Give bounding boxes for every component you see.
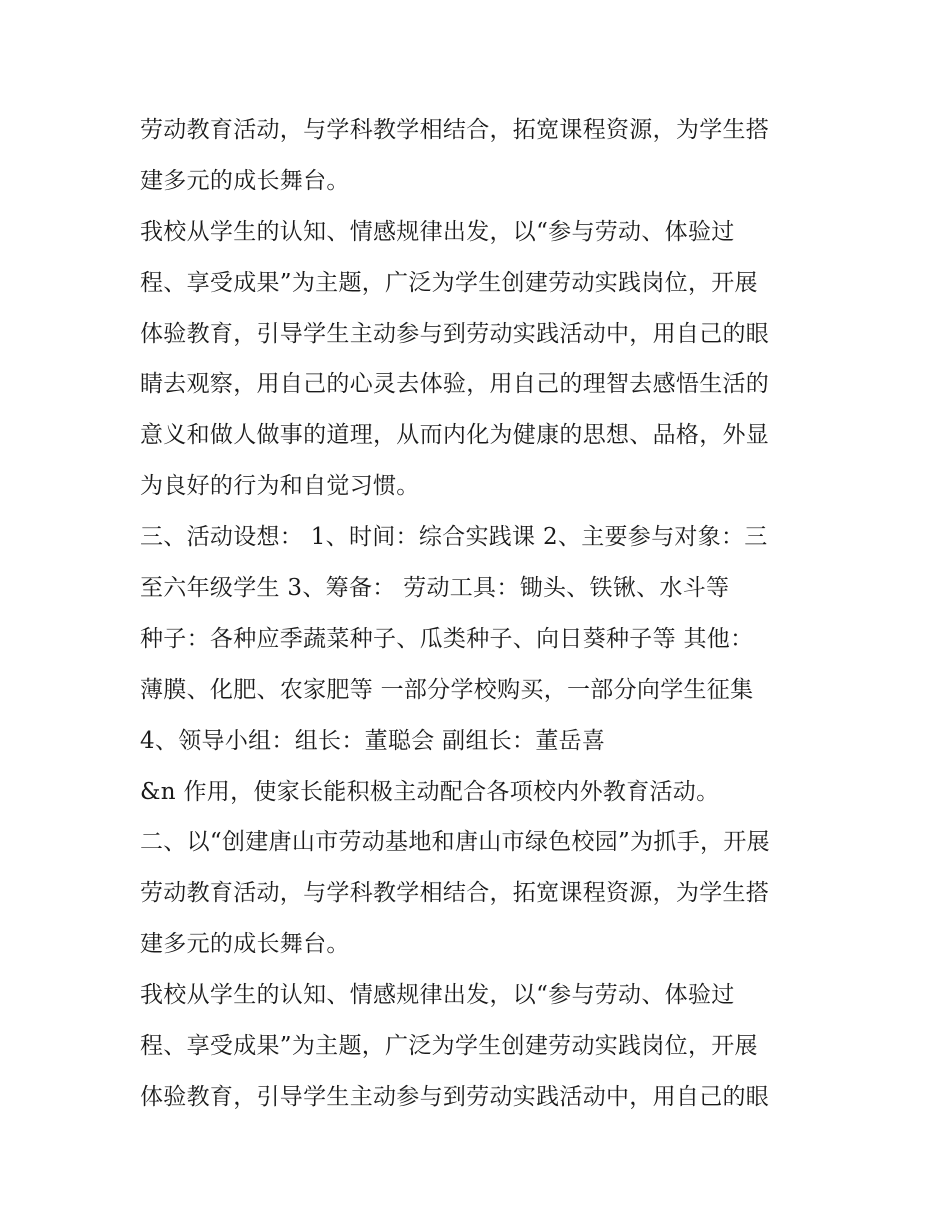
text-line: 程、享受成果”为主题，广泛为学生创建劳动实践岗位，开展 [140,1033,758,1060]
text-line: 种子：各种应季蔬菜种子、瓜类种子、向日葵种子等 其他： [140,625,754,652]
text-line: 为良好的行为和自觉习惯。 [140,473,420,500]
text-line: 我校从学生的认知、情感规律出发，以“参与劳动、体验过 [140,218,735,245]
text-line: 体验教育，引导学生主动参与到劳动实践活动中，用自己的眼 [140,1083,770,1110]
text-line: 我校从学生的认知、情感规律出发，以“参与劳动、体验过 [140,982,735,1009]
text-line: 程、享受成果”为主题，广泛为学生创建劳动实践岗位，开展 [140,269,758,296]
text-line: 薄膜、化肥、农家肥等 一部分学校购买，一部分向学生征集 [140,676,754,703]
text-line: &n 作用，使家长能积极主动配合各项校内外教育活动。 [140,778,720,805]
body-text [140,105,840,1123]
text-line: 二、以“创建唐山市劳动基地和唐山市绿色校园”为抓手，开展 [140,829,770,856]
text-line: 4、领导小组：组长：董聪会 副组长：董岳喜 [140,727,606,754]
text-line: 建多元的成长舞台。 [140,167,350,194]
text-line: 三、活动设想： 1、时间：综合实践课 2、主要参与对象：三 [140,524,768,551]
text-line: 劳动教育活动，与学科教学相结合，拓宽课程资源，为学生搭 [140,117,770,143]
text-line: 劳动教育活动，与学科教学相结合，拓宽课程资源，为学生搭 [140,880,770,907]
text-line: 至六年级学生 3、筹备： 劳动工具：锄头、铁锹、水斗等 [140,575,730,602]
text-line: 睛去观察，用自己的心灵去体验，用自己的理智去感悟生活的 [140,371,770,398]
text-line: 建多元的成长舞台。 [140,931,350,958]
text-line: 体验教育，引导学生主动参与到劳动实践活动中，用自己的眼 [140,320,770,347]
text-line: 意义和做人做事的道理，从而内化为健康的思想、品格，外显 [140,422,770,449]
